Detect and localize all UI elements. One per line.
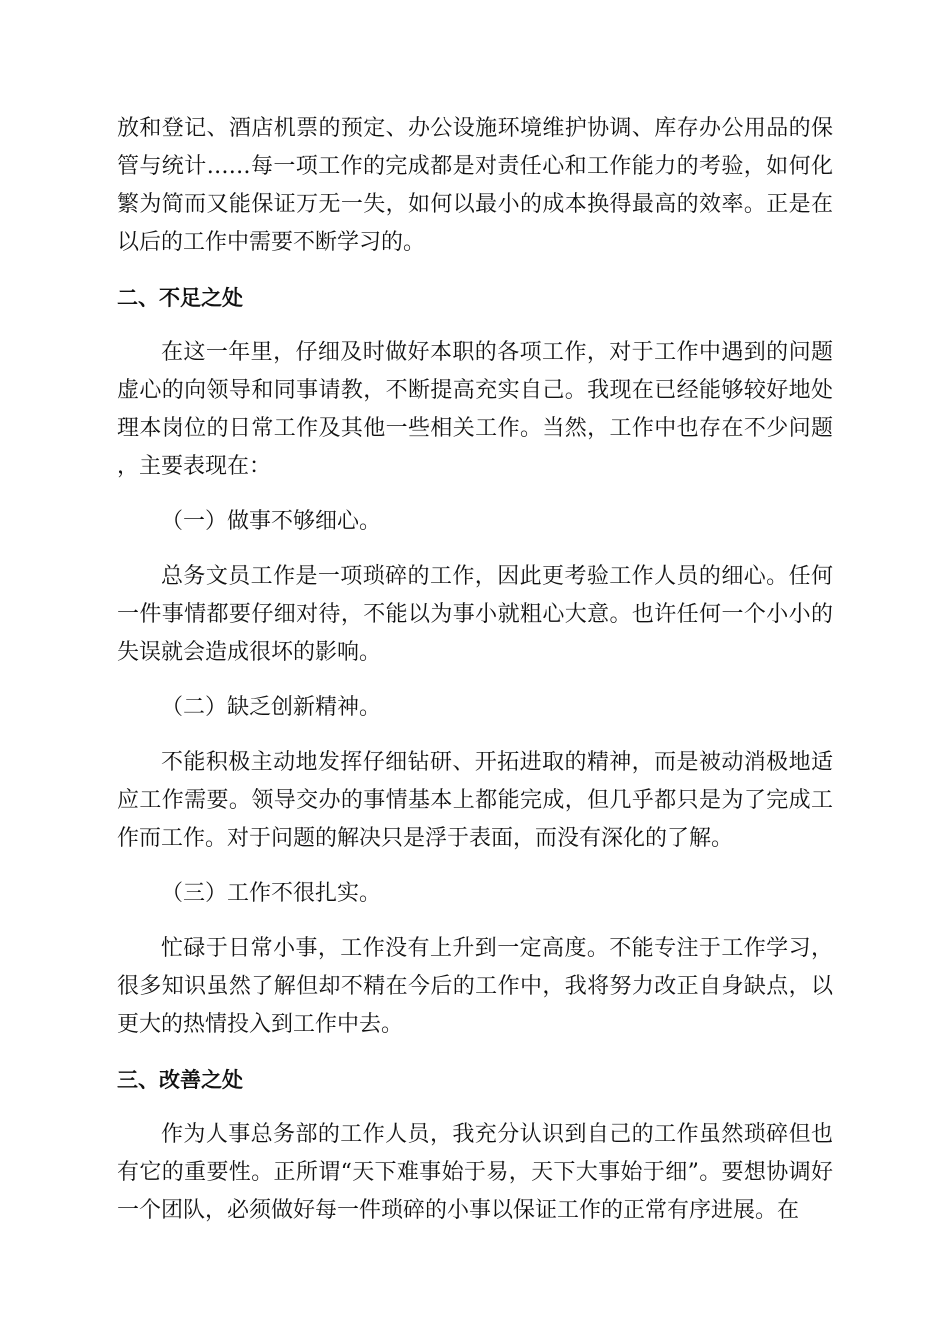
section-heading-shortcomings: 二、不足之处 [117, 286, 243, 310]
subheading-lack-innovation: （二）缺乏创新精神。 [161, 695, 382, 720]
paragraph-not-solid: 忙碌于日常小事，工作没有上升到一定高度。不能专注于工作学习，很多知识虽然了解但却不精在今后的工作中，我将努力改正自身缺点，以更大的热情投入到工作中去。 [117, 936, 833, 1037]
section-heading-improvements: 三、改善之处 [117, 1068, 243, 1092]
paragraph-improvements: 作为人事总务部的工作人员，我充分认识到自己的工作虽然琐碎但也有它的重要性。正所谓“天下难事始于易，天下大事始于细”。要想协调好一个团队，必须做好每一件琐碎的小事以保证工作的正常有序进展。在 [117, 1122, 833, 1223]
paragraph-not-careful: 总务文员工作是一项琐碎的工作，因此更考验工作人员的细心。任何一件事情都要仔细对待，不能以为事小就粗心大意。也许任何一个小小的失误就会造成很坏的影响。 [117, 564, 833, 665]
subheading-not-solid: （三）工作不很扎实。 [161, 881, 382, 906]
paragraph-intro: 放和登记、酒店机票的预定、办公设施环境维护协调、库存办公用品的保管与统计……每一项工作的完成都是对责任心和工作能力的考验，如何化繁为简而又能保证万无一失，如何以最小的成本换得最高的效率。正是在以后的工作中需要不断学习的。 [117, 116, 833, 255]
paragraph-shortcomings: 在这一年里，仔细及时做好本职的各项工作，对于工作中遇到的问题虚心的向领导和同事请教，不断提高充实自己。我现在已经能够较好地处理本岗位的日常工作及其他一些相关工作。当然，工作中也存在不少问题，主要表现在： [117, 340, 833, 479]
paragraph-lack-innovation: 不能积极主动地发挥仔细钻研、开拓进取的精神，而是被动消极地适应工作需要。领导交办的事情基本上都能完成，但几乎都只是为了完成工作而工作。对于问题的解决只是浮于表面，而没有深化的了解。 [117, 750, 833, 851]
document-body [117, 110, 833, 1247]
subheading-not-careful: （一）做事不够细心。 [161, 509, 382, 534]
